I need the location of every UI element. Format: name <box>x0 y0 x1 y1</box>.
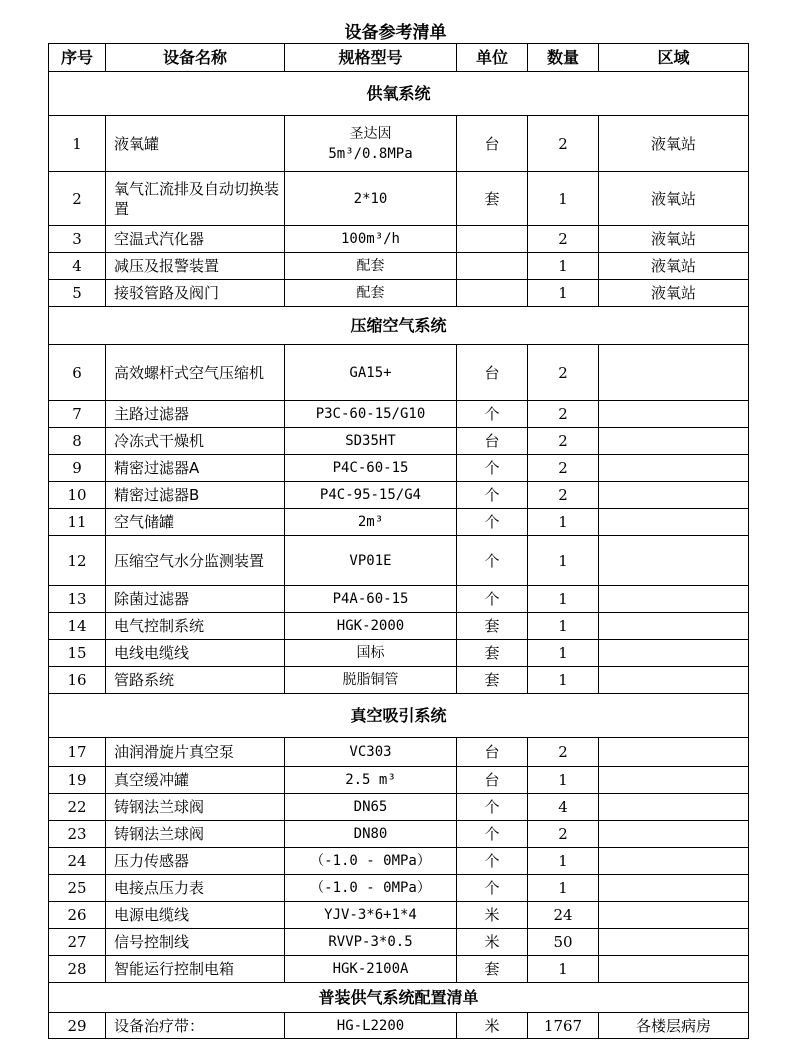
cell-spec: 100m³/h <box>285 226 457 253</box>
cell-qty: 1 <box>528 667 599 694</box>
cell-qty: 1 <box>528 536 599 586</box>
cell-spec: 配套 <box>285 280 457 307</box>
cell-unit: 套 <box>457 667 528 694</box>
cell-qty: 2 <box>528 345 599 401</box>
cell-no: 5 <box>49 280 106 307</box>
cell-area <box>599 667 749 694</box>
cell-no: 27 <box>49 929 106 956</box>
header-no: 序号 <box>49 44 106 72</box>
cell-spec: P4A-60-15 <box>285 586 457 613</box>
cell-unit: 个 <box>457 401 528 428</box>
cell-area <box>599 401 749 428</box>
cell-name: 电气控制系统 <box>106 613 285 640</box>
cell-area <box>599 848 749 875</box>
cell-name: 铸钢法兰球阀 <box>106 821 285 848</box>
cell-no: 22 <box>49 794 106 821</box>
cell-qty: 1 <box>528 640 599 667</box>
cell-no: 1 <box>49 116 106 172</box>
cell-no: 24 <box>49 848 106 875</box>
cell-name: 真空缓冲罐 <box>106 767 285 794</box>
section-row <box>49 307 749 345</box>
cell-no: 4 <box>49 253 106 280</box>
cell-unit: 米 <box>457 902 528 929</box>
cell-qty: 1 <box>528 613 599 640</box>
cell-no: 12 <box>49 536 106 586</box>
cell-area <box>599 482 749 509</box>
section-row <box>49 72 749 116</box>
section-title: 普装供气系统配置清单 <box>49 983 749 1013</box>
cell-area <box>599 640 749 667</box>
table-row <box>49 640 749 667</box>
cell-name: 电接点压力表 <box>106 875 285 902</box>
cell-area <box>599 345 749 401</box>
cell-area <box>599 821 749 848</box>
cell-unit: 个 <box>457 794 528 821</box>
cell-spec: SD35HT <box>285 428 457 455</box>
cell-name: 氧气汇流排及自动切换装置 <box>106 172 285 226</box>
section-row <box>49 983 749 1013</box>
cell-area: 各楼层病房 <box>599 1013 749 1039</box>
cell-spec: VP01E <box>285 536 457 586</box>
section-row <box>49 694 749 738</box>
cell-area <box>599 738 749 767</box>
cell-no: 29 <box>49 1013 106 1039</box>
cell-name: 减压及报警装置 <box>106 253 285 280</box>
table-row <box>49 613 749 640</box>
cell-unit: 米 <box>457 1013 528 1039</box>
equipment-table <box>48 43 749 1039</box>
cell-name: 智能运行控制电箱 <box>106 956 285 983</box>
cell-name: 空温式汽化器 <box>106 226 285 253</box>
cell-qty: 1 <box>528 767 599 794</box>
table-row <box>49 586 749 613</box>
cell-qty: 1 <box>528 875 599 902</box>
table-row <box>49 794 749 821</box>
cell-spec: P4C-60-15 <box>285 455 457 482</box>
cell-unit: 台 <box>457 738 528 767</box>
cell-name: 铸钢法兰球阀 <box>106 794 285 821</box>
cell-unit: 个 <box>457 586 528 613</box>
cell-name: 冷冻式干燥机 <box>106 428 285 455</box>
cell-spec: DN65 <box>285 794 457 821</box>
cell-unit: 套 <box>457 613 528 640</box>
table-row <box>49 455 749 482</box>
section-title: 供氧系统 <box>49 72 749 116</box>
cell-no: 15 <box>49 640 106 667</box>
cell-qty: 1 <box>528 253 599 280</box>
cell-unit <box>457 280 528 307</box>
cell-spec: 2m³ <box>285 509 457 536</box>
cell-qty: 1 <box>528 956 599 983</box>
cell-area <box>599 536 749 586</box>
cell-qty: 2 <box>528 738 599 767</box>
cell-area <box>599 794 749 821</box>
cell-name: 精密过滤器A <box>106 455 285 482</box>
cell-qty: 24 <box>528 902 599 929</box>
cell-area: 液氧站 <box>599 226 749 253</box>
cell-name: 精密过滤器B <box>106 482 285 509</box>
table-row <box>49 767 749 794</box>
header-spec: 规格型号 <box>285 44 457 72</box>
cell-unit: 套 <box>457 640 528 667</box>
cell-area: 液氧站 <box>599 172 749 226</box>
cell-qty: 1767 <box>528 1013 599 1039</box>
cell-spec: P3C-60-15/G10 <box>285 401 457 428</box>
cell-qty: 4 <box>528 794 599 821</box>
table-row <box>49 821 749 848</box>
header-name: 设备名称 <box>106 44 285 72</box>
cell-area <box>599 455 749 482</box>
cell-qty: 1 <box>528 172 599 226</box>
table-row <box>49 509 749 536</box>
cell-spec: DN80 <box>285 821 457 848</box>
cell-qty: 2 <box>528 428 599 455</box>
cell-area: 液氧站 <box>599 280 749 307</box>
cell-area <box>599 929 749 956</box>
cell-name: 空气储罐 <box>106 509 285 536</box>
cell-spec: HGK-2100A <box>285 956 457 983</box>
cell-area <box>599 767 749 794</box>
cell-unit: 个 <box>457 482 528 509</box>
table-row <box>49 848 749 875</box>
cell-spec: 国标 <box>285 640 457 667</box>
cell-no: 3 <box>49 226 106 253</box>
cell-qty: 2 <box>528 821 599 848</box>
cell-no: 2 <box>49 172 106 226</box>
cell-spec: P4C-95-15/G4 <box>285 482 457 509</box>
cell-no: 7 <box>49 401 106 428</box>
cell-no: 23 <box>49 821 106 848</box>
cell-spec: HG-L2200 <box>285 1013 457 1039</box>
cell-unit: 个 <box>457 509 528 536</box>
cell-qty: 2 <box>528 401 599 428</box>
cell-qty: 2 <box>528 482 599 509</box>
cell-name: 电源电缆线 <box>106 902 285 929</box>
cell-area <box>599 613 749 640</box>
cell-no: 13 <box>49 586 106 613</box>
cell-no: 17 <box>49 738 106 767</box>
cell-unit: 台 <box>457 116 528 172</box>
cell-qty: 1 <box>528 280 599 307</box>
cell-spec: VC303 <box>285 738 457 767</box>
table-row <box>49 172 749 226</box>
section-title: 压缩空气系统 <box>49 307 749 345</box>
cell-no: 8 <box>49 428 106 455</box>
cell-unit: 米 <box>457 929 528 956</box>
cell-spec: 2*10 <box>285 172 457 226</box>
cell-unit <box>457 226 528 253</box>
cell-spec: YJV-3*6+1*4 <box>285 902 457 929</box>
table-row <box>49 536 749 586</box>
cell-spec: 2.5 m³ <box>285 767 457 794</box>
cell-name: 信号控制线 <box>106 929 285 956</box>
cell-area <box>599 509 749 536</box>
cell-spec: （-1.0 - 0MPa） <box>285 875 457 902</box>
table-row <box>49 1013 749 1039</box>
cell-no: 6 <box>49 345 106 401</box>
cell-no: 10 <box>49 482 106 509</box>
table-row <box>49 482 749 509</box>
table-row <box>49 401 749 428</box>
cell-no: 28 <box>49 956 106 983</box>
cell-spec: 脱脂铜管 <box>285 667 457 694</box>
cell-spec: HGK-2000 <box>285 613 457 640</box>
cell-name: 液氧罐 <box>106 116 285 172</box>
cell-no: 26 <box>49 902 106 929</box>
cell-no: 16 <box>49 667 106 694</box>
cell-name: 主路过滤器 <box>106 401 285 428</box>
cell-qty: 50 <box>528 929 599 956</box>
cell-name: 设备治疗带： <box>106 1013 285 1039</box>
cell-no: 19 <box>49 767 106 794</box>
cell-qty: 2 <box>528 116 599 172</box>
cell-spec: GA15+ <box>285 345 457 401</box>
cell-spec: 圣达因 5m³/0.8MPa <box>285 116 457 172</box>
document-title: 设备参考清单 <box>344 23 447 43</box>
table-row <box>49 738 749 767</box>
cell-qty: 2 <box>528 455 599 482</box>
cell-area <box>599 875 749 902</box>
cell-no: 9 <box>49 455 106 482</box>
cell-unit: 个 <box>457 536 528 586</box>
header-qty: 数量 <box>528 44 599 72</box>
cell-area <box>599 428 749 455</box>
cell-name: 油润滑旋片真空泵 <box>106 738 285 767</box>
cell-no: 25 <box>49 875 106 902</box>
section-title: 真空吸引系统 <box>49 694 749 738</box>
cell-qty: 2 <box>528 226 599 253</box>
header-unit: 单位 <box>457 44 528 72</box>
cell-no: 11 <box>49 509 106 536</box>
cell-name: 管路系统 <box>106 667 285 694</box>
table-row <box>49 226 749 253</box>
table-row <box>49 875 749 902</box>
cell-spec: RVVP-3*0.5 <box>285 929 457 956</box>
cell-name: 高效螺杆式空气压缩机 <box>106 345 285 401</box>
table-row <box>49 253 749 280</box>
cell-unit: 台 <box>457 428 528 455</box>
cell-qty: 1 <box>528 586 599 613</box>
cell-unit: 个 <box>457 875 528 902</box>
table-row <box>49 345 749 401</box>
cell-qty: 1 <box>528 509 599 536</box>
table-row <box>49 428 749 455</box>
cell-unit: 台 <box>457 767 528 794</box>
cell-name: 压缩空气水分监测装置 <box>106 536 285 586</box>
cell-name: 除菌过滤器 <box>106 586 285 613</box>
cell-name: 接驳管路及阀门 <box>106 280 285 307</box>
cell-unit: 套 <box>457 956 528 983</box>
cell-unit: 台 <box>457 345 528 401</box>
cell-name: 压力传感器 <box>106 848 285 875</box>
cell-area: 液氧站 <box>599 253 749 280</box>
header-row <box>49 44 749 72</box>
table-row <box>49 956 749 983</box>
cell-no: 14 <box>49 613 106 640</box>
cell-spec: 配套 <box>285 253 457 280</box>
cell-unit: 个 <box>457 848 528 875</box>
header-area: 区域 <box>599 44 749 72</box>
cell-area <box>599 956 749 983</box>
table-row <box>49 280 749 307</box>
cell-area: 液氧站 <box>599 116 749 172</box>
table-row <box>49 116 749 172</box>
cell-spec: （-1.0 - 0MPa） <box>285 848 457 875</box>
cell-qty: 1 <box>528 848 599 875</box>
table-row <box>49 902 749 929</box>
cell-unit: 个 <box>457 821 528 848</box>
cell-unit: 个 <box>457 455 528 482</box>
cell-unit <box>457 253 528 280</box>
cell-unit: 套 <box>457 172 528 226</box>
cell-area <box>599 586 749 613</box>
cell-name: 电线电缆线 <box>106 640 285 667</box>
table-row <box>49 667 749 694</box>
table-row <box>49 929 749 956</box>
cell-area <box>599 902 749 929</box>
